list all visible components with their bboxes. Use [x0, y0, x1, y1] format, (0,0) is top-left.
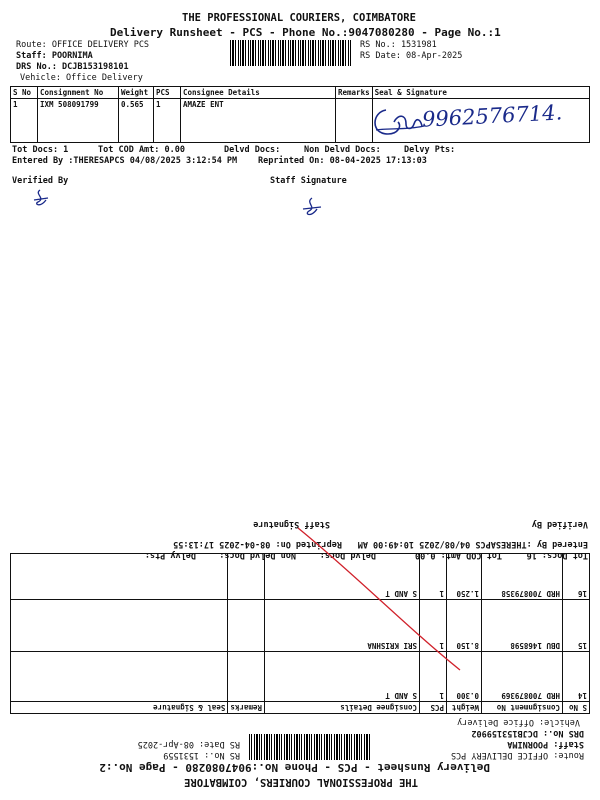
staff-signature	[300, 196, 324, 220]
cell-consignee: S AND T	[265, 554, 420, 600]
tot-docs: Tot Docs: 1	[12, 145, 69, 155]
cell-consignee: AMAZE ENT	[181, 99, 336, 143]
non-delvd-docs: Non Delvd Docs:	[304, 145, 381, 155]
non-delvd-docs: Non Delvd Docs:	[219, 550, 296, 560]
col-remarks: Remarks	[336, 87, 373, 99]
staff: Staff: POORNIMA	[507, 739, 584, 749]
company-name: THE PROFESSIONAL COURIERS, COIMBATORE	[182, 12, 416, 24]
cell-sno: 15	[563, 600, 590, 652]
cell-weight: 1.250	[447, 554, 482, 600]
delvy-pts: Delvy Pts:	[404, 145, 456, 155]
verifier-signature	[30, 188, 52, 210]
col-pcs: PCS	[154, 87, 181, 99]
verified-by-label: Verified By	[531, 519, 588, 529]
col-seal: Seal & Signature	[372, 87, 589, 99]
col-seal: Seal & Signature	[11, 702, 228, 714]
cell-consignee: S AND T	[265, 652, 420, 702]
delvd-docs: Delvd Docs:	[224, 145, 281, 155]
runsheet-page-2	[0, 400, 600, 800]
entered-by: Entered By :THERESAPCS 04/08/2025 3:12:54 PM	[12, 156, 238, 166]
cell-pcs: 1	[154, 99, 181, 143]
delvd-docs: Delvd Docs:	[319, 550, 376, 560]
col-consignee: Consignee Details	[265, 702, 420, 714]
cell-consignment: HRD 700879369	[482, 652, 563, 702]
verified-by-label: Verified By	[12, 176, 69, 186]
rs-number: RS No.: 1531559	[163, 750, 240, 760]
delvy-pts: Delvy Pts:	[144, 550, 196, 560]
company-name: THE PROFESSIONAL COURIERS, COIMBATORE	[184, 776, 418, 788]
runsheet-title: Delivery Runsheet - PCS - Phone No.:9047080280 - Page No.:1	[110, 26, 501, 39]
cell-consignee: SRI KRISHNA	[265, 600, 420, 652]
cell-pcs: 1	[420, 652, 447, 702]
cell-weight: 8.150	[447, 600, 482, 652]
col-remarks: Remarks	[228, 702, 265, 714]
drs-number: DRS No.: DCJB153198101	[16, 62, 129, 72]
col-pcs: PCS	[420, 702, 447, 714]
rs-number: RS No.: 1531981	[360, 40, 437, 50]
cell-sno: 14	[563, 652, 590, 702]
drs-number: DRS No.: DCJB153159902	[471, 728, 584, 738]
cell-weight: 0.565	[119, 99, 154, 143]
staff-signature-label: Staff Signature	[270, 176, 347, 186]
reprinted-on: Reprinted On: 08-04-2025 17:13:55	[173, 539, 342, 549]
vehicle: Vehicle: Office Delivery	[20, 73, 143, 83]
staff-signature-label: Staff Signature	[253, 519, 330, 529]
route: Route: OFFICE DELIVERY PCS	[450, 750, 584, 760]
staff: Staff: POORNIMA	[16, 51, 93, 61]
cell-seal	[11, 652, 228, 702]
cell-remarks	[336, 99, 373, 143]
barcode-icon	[230, 40, 352, 66]
tot-cod: Tot COD Amt: 0.00	[98, 145, 185, 155]
vehicle: Vehicle: Office Delivery	[457, 717, 580, 727]
tot-cod: Tot COD Amt: 0.00	[415, 550, 502, 560]
handwritten-signature	[368, 100, 428, 140]
col-consignee: Consignee Details	[181, 87, 336, 99]
col-weight: Weight	[447, 702, 482, 714]
entered-by: Entered By :THERESAPCS 04/08/2025 10:49:00 AM	[357, 539, 588, 549]
rs-date: RS Date: 08-Apr-2025	[360, 51, 463, 61]
cell-weight: 0.300	[447, 652, 482, 702]
cell-seal	[11, 600, 228, 652]
handwritten-phone: 9962576714.	[421, 100, 563, 132]
route: Route: OFFICE DELIVERY PCS	[16, 40, 150, 50]
tot-docs: Tot Docs: 16	[526, 550, 588, 560]
col-consignment: Consignment No	[38, 87, 119, 99]
barcode-icon	[248, 734, 370, 760]
col-weight: Weight	[119, 87, 154, 99]
runsheet-title: Delivery Runsheet - PCS - Phone No.:9047080280 - Page No.:2	[99, 761, 490, 774]
cell-remarks	[228, 652, 265, 702]
cell-remarks	[228, 554, 265, 600]
cell-consignment: DBU 1468598	[482, 600, 563, 652]
cell-remarks	[228, 600, 265, 652]
cell-pcs: 1	[420, 600, 447, 652]
col-sno: S No	[11, 87, 38, 99]
rs-date: RS Date: 08-Apr-2025	[137, 739, 240, 749]
red-strike-line	[290, 520, 470, 680]
cell-sno: 1	[11, 99, 38, 143]
cell-pcs: 1	[420, 554, 447, 600]
cell-consignment: HRD 700879358	[482, 554, 563, 600]
reprinted-on: Reprinted On: 08-04-2025 17:13:03	[258, 156, 427, 166]
col-consignment: Consignment No	[482, 702, 563, 714]
cell-sno: 16	[563, 554, 590, 600]
cell-consignment: IXM 508091799	[38, 99, 119, 143]
cell-seal	[11, 554, 228, 600]
col-sno: S No	[563, 702, 590, 714]
